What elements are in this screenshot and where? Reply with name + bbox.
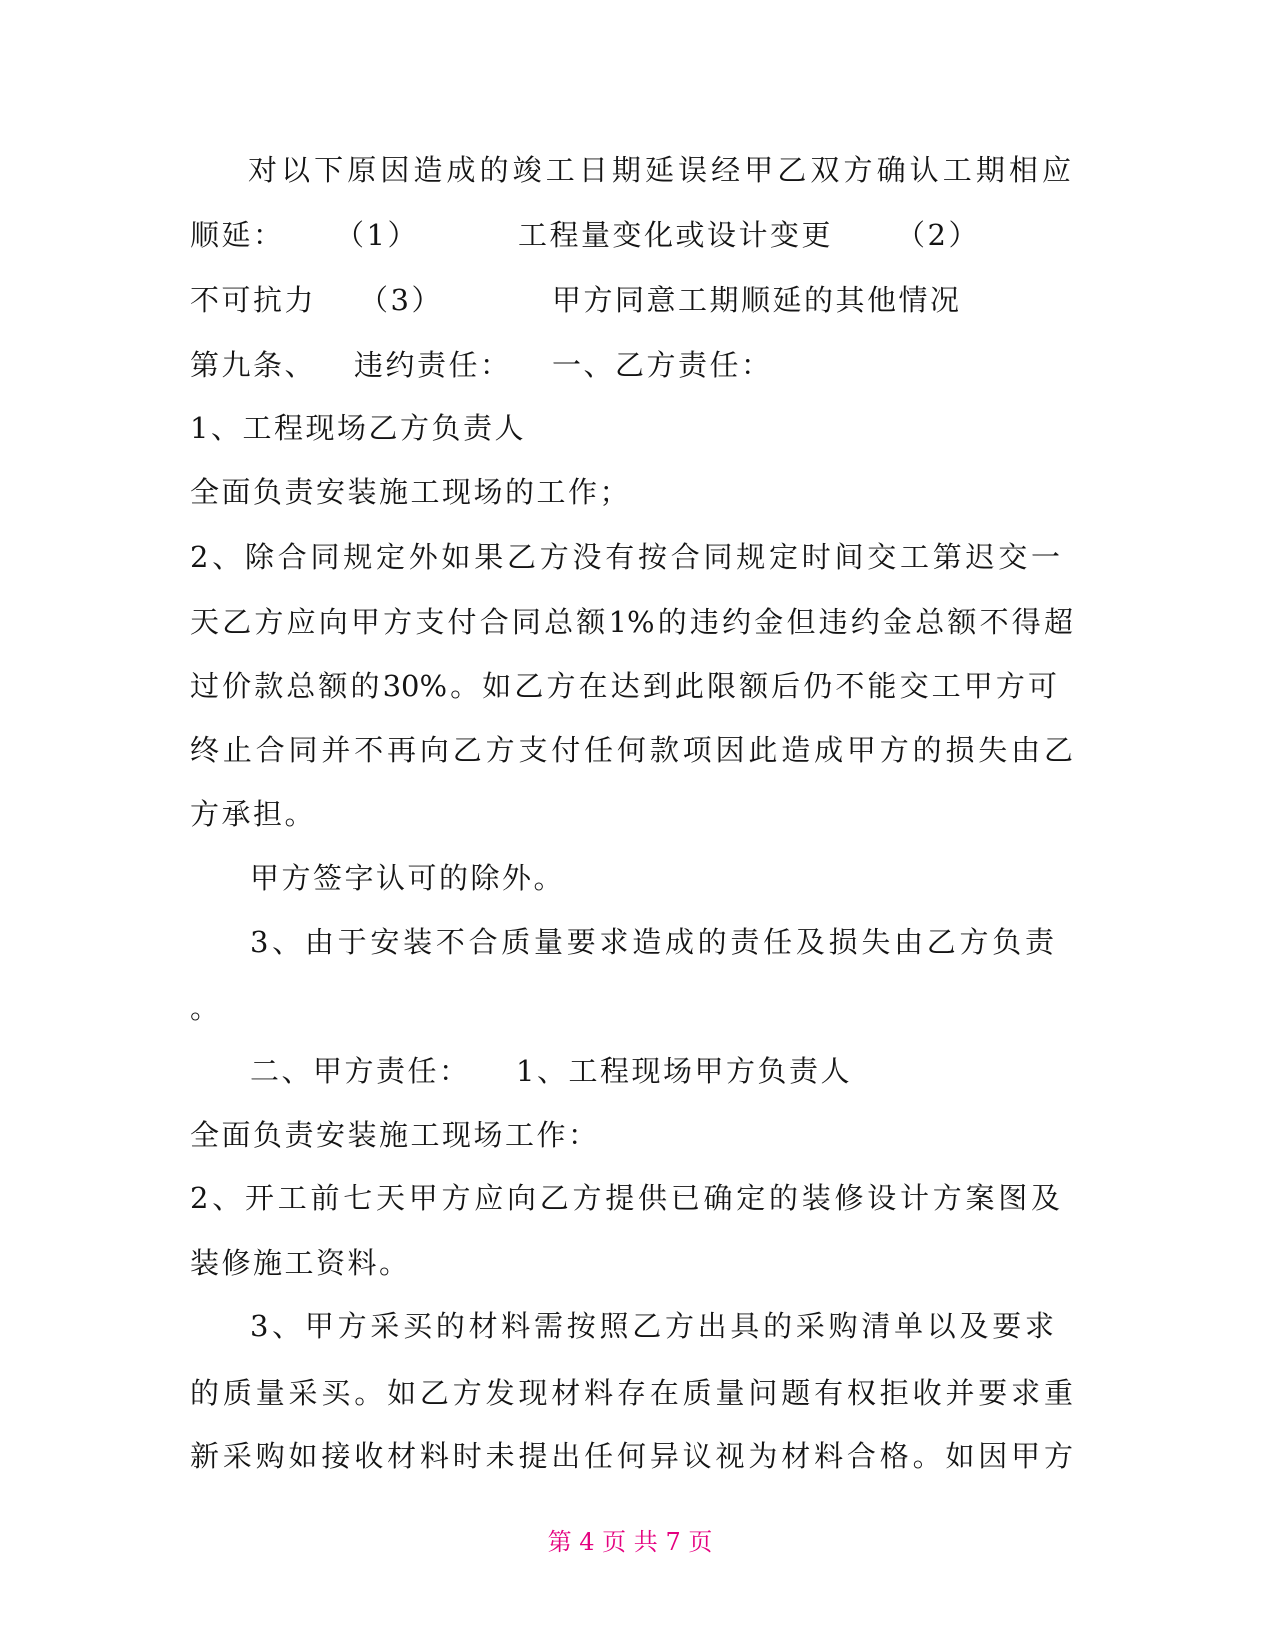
text-line: 3、由于安装不合质量要求造成的责任及损失由乙方负责: [250, 925, 1054, 959]
text-line: 全面负责安装施工现场工作：: [190, 1118, 600, 1152]
page-number-footer: 第 4 页 共 7 页: [547, 1528, 713, 1556]
text-segment: 甲方同意工期顺延的其他情况: [552, 283, 962, 317]
text-segment: （3）: [359, 283, 443, 317]
text-line: 终止合同并不再向乙方支付任何款项因此造成甲方的损失由乙: [190, 733, 1073, 767]
text-line: 新采购如接收材料时未提出任何异议视为材料合格。如因甲方: [190, 1439, 1073, 1473]
text-line: 2、除合同规定外如果乙方没有按合同规定时间交工第迟交一: [190, 540, 1060, 574]
text-segment: 工程量变化或设计变更: [518, 218, 834, 252]
text-line: 天乙方应向甲方支付合同总额1%的违约金但违约金总额不得超: [190, 605, 1073, 639]
text-segment: （1）: [335, 218, 419, 252]
text-line: 方承担。: [190, 797, 317, 831]
section-heading: 一、乙方责任：: [552, 348, 773, 382]
text-line: 的质量采买。如乙方发现材料存在质量问题有权拒收并要求重: [190, 1376, 1073, 1410]
text-line: 对以下原因造成的竣工日期延误经甲乙双方确认工期相应: [248, 153, 1071, 187]
text-line: 过价款总额的30%。如乙方在达到此限额后仍不能交工甲方可: [190, 669, 1057, 703]
text-segment: 1、工程现场甲方负责人: [516, 1054, 852, 1088]
text-segment: 不可抗力: [190, 283, 317, 317]
text-line: 。: [190, 991, 222, 1025]
section-heading: 第九条、: [190, 348, 317, 382]
section-heading: 二、甲方责任：: [250, 1054, 471, 1088]
text-segment: （2）: [896, 218, 980, 252]
text-segment: 顺延：: [190, 218, 285, 252]
section-heading: 违约责任：: [354, 348, 512, 382]
text-line: 3、甲方采买的材料需按照乙方出具的采购清单以及要求: [250, 1309, 1054, 1343]
text-line: 甲方签字认可的除外。: [250, 861, 566, 895]
text-line: 装修施工资料。: [190, 1246, 411, 1280]
text-line: 2、开工前七天甲方应向乙方提供已确定的装修设计方案图及: [190, 1181, 1060, 1215]
text-line: 1、工程现场乙方负责人: [190, 411, 526, 445]
text-line: 全面负责安装施工现场的工作；: [190, 475, 632, 509]
